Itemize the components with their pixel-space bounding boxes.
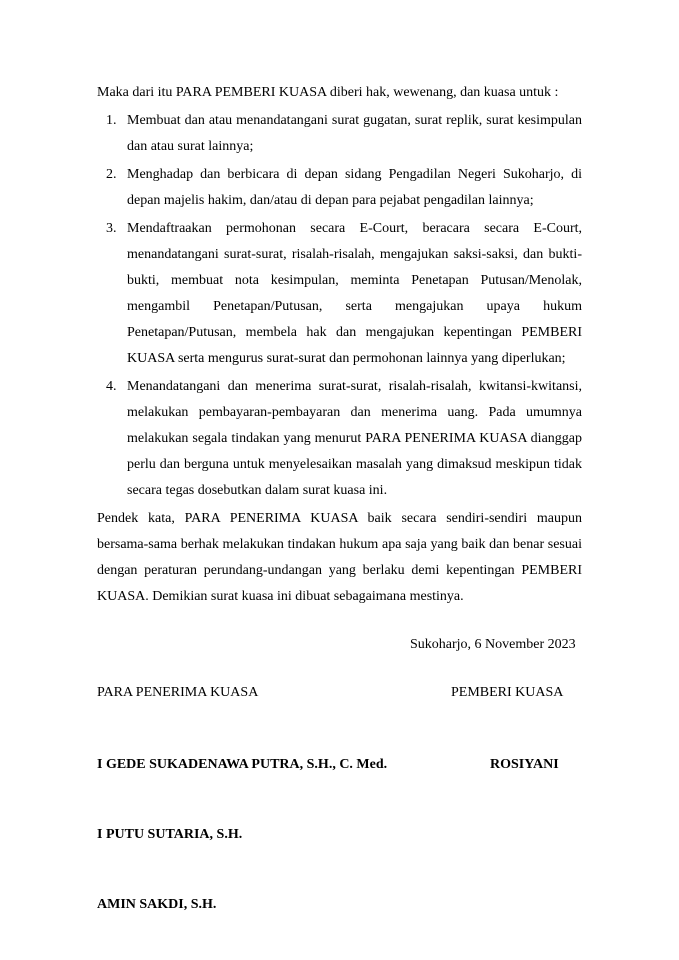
signature-names-row bbox=[97, 752, 582, 778]
signatory-name-left-1: I GEDE SUKADENAWA PUTRA, S.H., C. Med. bbox=[97, 757, 388, 772]
signatory-name-right-1: ROSIYANI bbox=[490, 757, 559, 772]
list-item bbox=[97, 162, 582, 214]
list-item bbox=[97, 216, 582, 372]
intro-paragraph: Maka dari itu PARA PEMBERI KUASA diberi hak, wewenang, dan kuasa untuk : bbox=[97, 85, 559, 100]
date-line: Sukoharjo, 6 November 2023 bbox=[410, 637, 576, 652]
list-item-number: 3. bbox=[106, 221, 117, 236]
signature-title-left: PARA PENERIMA KUASA bbox=[97, 685, 259, 700]
list-item-number: 2. bbox=[106, 167, 117, 182]
closing-paragraph: Pendek kata, PARA PENERIMA KUASA baik secara sendiri-sendiri maupun bersama-sama berhak melakukan tindakan hukum apa saja yang baik dan benar sesuai dengan peraturan perundang-undangan yang berlaku demi kepentingan PEMBERI KUASA. Demikian surat kuasa ini dibuat sebagaimana mestinya. bbox=[97, 511, 582, 604]
list-item-text: Menandatangani dan menerima surat-surat, risalah-risalah, kwitansi-kwitansi, melakukan pembayaran-pembayaran dan menerima uang. Pada umumnya melakukan segala tindakan yang menurut PARA PENERIMA KUASA dianggap perlu dan berguna untuk menyelesaikan masalah yang dimaksud meskipun tidak secara tegas dosebutkan dalam surat kuasa ini. bbox=[127, 379, 582, 498]
signatory-name-left-3: AMIN SAKDI, S.H. bbox=[97, 897, 217, 912]
list-item bbox=[97, 374, 582, 504]
list-item-text: Membuat dan atau menandatangani surat gugatan, surat replik, surat kesimpulan dan atau surat lainnya; bbox=[127, 113, 582, 154]
list-item-text: Menghadap dan berbicara di depan sidang Pengadilan Negeri Sukoharjo, di depan majelis hakim, dan/atau di depan para pejabat pengadilan lainnya; bbox=[127, 167, 582, 208]
signature-titles-row bbox=[97, 680, 582, 706]
list-item-text: Mendaftraakan permohonan secara E-Court, beracara secara E-Court, menandatangani surat-surat, risalah-risalah, mengajukan saksi-saksi, dan bukti-bukti, membuat nota kesimpulan, meminta Penetapan Putusan/Menolak, mengambil Penetapan/Putusan, serta mengajukan upaya hukum Penetapan/Putusan, membela hak dan mengajukan kepentingan PEMBERI KUASA serta mengurus surat-surat dan permohonan lainnya yang diperlukan; bbox=[127, 221, 582, 366]
list-item bbox=[97, 108, 582, 160]
signatory-name-left-2: I PUTU SUTARIA, S.H. bbox=[97, 827, 243, 842]
list-item-number: 4. bbox=[106, 379, 117, 394]
list-item-number: 1. bbox=[106, 113, 117, 128]
numbered-list bbox=[97, 108, 582, 504]
signature-title-right: PEMBERI KUASA bbox=[451, 685, 564, 700]
